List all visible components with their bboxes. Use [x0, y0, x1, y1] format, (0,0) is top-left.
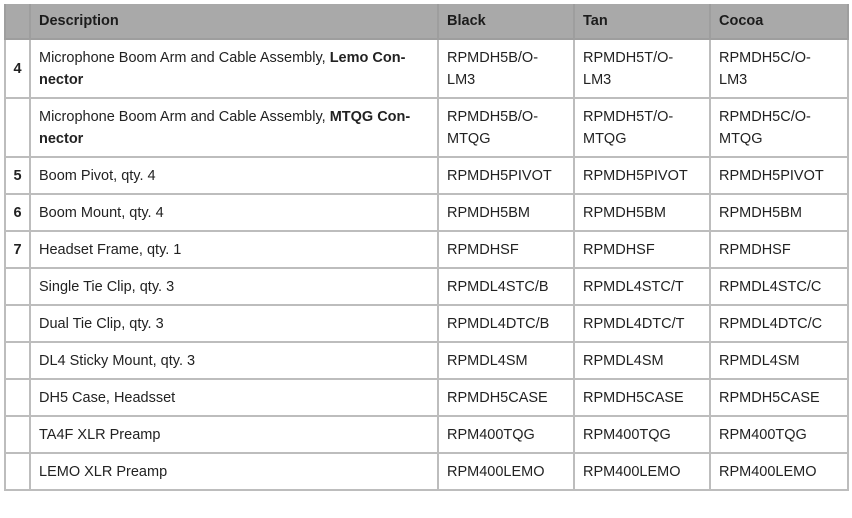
description-text: Microphone Boom Arm and Cable Assembly, — [39, 49, 330, 66]
header-tan: Tan — [574, 4, 710, 39]
part-number-tan: RPMDL4STC/T — [574, 268, 710, 305]
table-row — [5, 231, 848, 268]
item-description: Dual Tie Clip, qty. 3 — [30, 305, 438, 342]
description-text: Microphone Boom Arm and Cable Assembly, — [39, 108, 330, 125]
part-number-tan: RPMDL4SM — [574, 342, 710, 379]
header-item-number — [5, 4, 30, 39]
part-number-cocoa: RPMDL4SM — [710, 342, 848, 379]
part-number-cocoa: RPMDH5PIVOT — [710, 157, 848, 194]
item-description: Headset Frame, qty. 1 — [30, 231, 438, 268]
item-number: 4 — [5, 39, 30, 98]
part-number-cocoa: RPMDH5C/O-LM3 — [710, 39, 848, 98]
header-cocoa: Cocoa — [710, 4, 848, 39]
part-number-tan: RPMDH5T/O-LM3 — [574, 39, 710, 98]
table-row — [5, 98, 848, 157]
item-number: 6 — [5, 194, 30, 231]
item-number — [5, 98, 30, 157]
header-description: Description — [30, 4, 438, 39]
item-description: Boom Mount, qty. 4 — [30, 194, 438, 231]
part-number-cocoa: RPM400TQG — [710, 416, 848, 453]
part-number-tan: RPMDH5PIVOT — [574, 157, 710, 194]
item-number — [5, 416, 30, 453]
item-number — [5, 305, 30, 342]
table-row — [5, 379, 848, 416]
table-row — [5, 342, 848, 379]
table-row — [5, 268, 848, 305]
item-description — [30, 98, 438, 157]
table-row — [5, 157, 848, 194]
part-number-black: RPMDH5B/O-LM3 — [438, 39, 574, 98]
item-description: DH5 Case, Headsset — [30, 379, 438, 416]
item-number: 7 — [5, 231, 30, 268]
item-description: TA4F XLR Preamp — [30, 416, 438, 453]
table-row — [5, 39, 848, 98]
header-black: Black — [438, 4, 574, 39]
part-number-cocoa: RPM400LEMO — [710, 453, 848, 490]
parts-table-container — [4, 4, 849, 491]
item-number — [5, 453, 30, 490]
part-number-cocoa: RPMDH5BM — [710, 194, 848, 231]
part-number-tan: RPMDH5T/O-MTQG — [574, 98, 710, 157]
item-description: LEMO XLR Preamp — [30, 453, 438, 490]
part-number-cocoa: RPMDH5CASE — [710, 379, 848, 416]
parts-table — [4, 4, 849, 491]
part-number-tan: RPMDH5CASE — [574, 379, 710, 416]
part-number-black: RPMDL4SM — [438, 342, 574, 379]
table-row — [5, 305, 848, 342]
item-number — [5, 342, 30, 379]
description-connector: Lemo Con-nector — [39, 49, 406, 88]
table-row — [5, 453, 848, 490]
part-number-tan: RPMDH5BM — [574, 194, 710, 231]
table-header-row — [5, 4, 848, 39]
part-number-black: RPMDH5PIVOT — [438, 157, 574, 194]
part-number-tan: RPM400TQG — [574, 416, 710, 453]
item-number — [5, 379, 30, 416]
part-number-cocoa: RPMDL4STC/C — [710, 268, 848, 305]
part-number-black: RPM400TQG — [438, 416, 574, 453]
part-number-black: RPMDL4DTC/B — [438, 305, 574, 342]
item-description — [30, 39, 438, 98]
part-number-cocoa: RPMDL4DTC/C — [710, 305, 848, 342]
table-row — [5, 416, 848, 453]
part-number-black: RPMDH5B/O-MTQG — [438, 98, 574, 157]
part-number-black: RPMDH5BM — [438, 194, 574, 231]
part-number-black: RPMDL4STC/B — [438, 268, 574, 305]
item-description: Boom Pivot, qty. 4 — [30, 157, 438, 194]
part-number-tan: RPMDL4DTC/T — [574, 305, 710, 342]
description-connector: MTQG Con-nector — [39, 108, 411, 147]
item-number — [5, 268, 30, 305]
part-number-black: RPM400LEMO — [438, 453, 574, 490]
item-description: Single Tie Clip, qty. 3 — [30, 268, 438, 305]
part-number-black: RPMDHSF — [438, 231, 574, 268]
part-number-black: RPMDH5CASE — [438, 379, 574, 416]
table-row — [5, 194, 848, 231]
part-number-tan: RPMDHSF — [574, 231, 710, 268]
part-number-cocoa: RPMDHSF — [710, 231, 848, 268]
part-number-cocoa: RPMDH5C/O-MTQG — [710, 98, 848, 157]
item-description: DL4 Sticky Mount, qty. 3 — [30, 342, 438, 379]
item-number: 5 — [5, 157, 30, 194]
part-number-tan: RPM400LEMO — [574, 453, 710, 490]
